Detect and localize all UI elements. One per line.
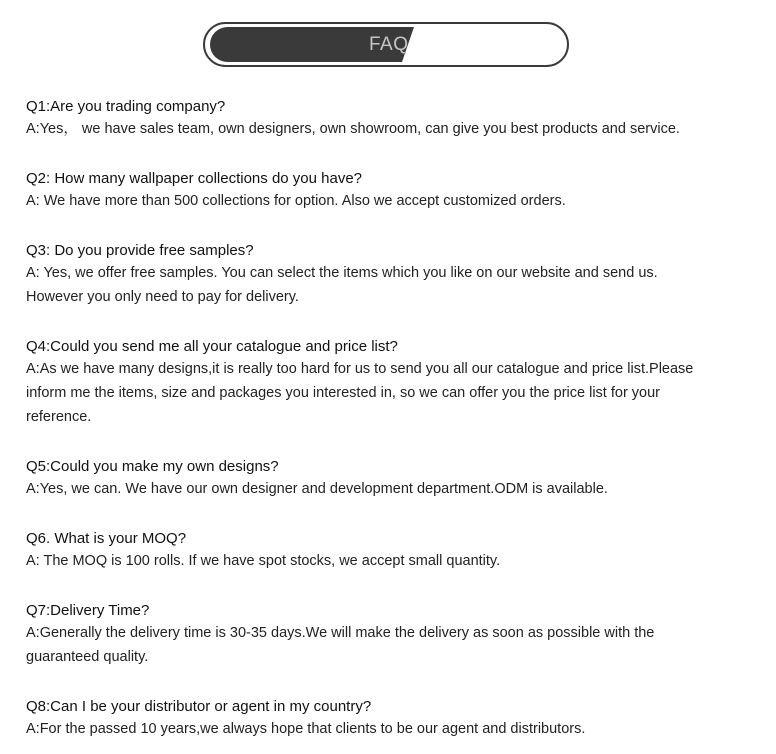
answer-4-line-2: inform me the items, size and packages you interested in, so we can offer you the price list for your	[26, 385, 661, 401]
answer-7-line-1: A:Generally the delivery time is 30-35 days.We will make the delivery as soon as possible with the	[26, 625, 655, 641]
answer-3	[26, 261, 658, 309]
faq-item-q6	[26, 528, 500, 573]
answer-4	[26, 357, 693, 429]
question-6: Q6. What is your MOQ?	[26, 530, 187, 547]
faq-item-q5	[26, 456, 608, 501]
faq-item-q3	[26, 240, 658, 309]
faq-item-q8	[26, 696, 585, 741]
answer-8-line-1: A:For the passed 10 years,we always hope that clients to be our agent and distributors.	[26, 721, 586, 737]
faq-banner	[203, 22, 569, 67]
answer-4-line-3: reference.	[26, 409, 92, 425]
answer-5-line-1: A:Yes, we can. We have our own designer and development department.ODM is available.	[26, 481, 608, 497]
question-4: Q4:Could you send me all your catalogue and price list?	[26, 338, 398, 355]
faq-item-q1	[26, 96, 680, 141]
question-2: Q2: How many wallpaper collections do you have?	[26, 170, 363, 187]
answer-6	[26, 549, 500, 573]
faq-title: FAQ	[369, 34, 409, 55]
answer-5	[26, 477, 608, 501]
answer-7	[26, 621, 654, 669]
faq-item-q2	[26, 168, 566, 213]
answer-3-line-1: A: Yes, we offer free samples. You can select the items which you like on our website and send us.	[26, 265, 658, 281]
answer-1-line-1: A:Yes， we have sales team, own designers, own showroom, can give you best products and service.	[26, 121, 680, 137]
question-8: Q8:Can I be your distributor or agent in my country?	[26, 698, 372, 715]
answer-1	[26, 117, 680, 141]
faq-item-q4	[26, 336, 693, 429]
question-1: Q1:Are you trading company?	[26, 98, 226, 115]
answer-7-line-2: guaranteed quality.	[26, 649, 149, 665]
answer-3-line-2: However you only need to pay for delivery.	[26, 289, 299, 305]
question-3: Q3: Do you provide free samples?	[26, 242, 254, 259]
answer-6-line-1: A: The MOQ is 100 rolls. If we have spot stocks, we accept small quantity.	[26, 553, 501, 569]
answer-2	[26, 189, 566, 213]
answer-4-line-1: A:As we have many designs,it is really too hard for us to send you all our catalogue and price list.Please	[26, 361, 694, 377]
question-7: Q7:Delivery Time?	[26, 602, 150, 619]
faq-item-q7	[26, 600, 654, 669]
answer-2-line-1: A: We have more than 500 collections for option. Also we accept customized orders.	[26, 193, 566, 209]
question-5: Q5:Could you make my own designs?	[26, 458, 279, 475]
answer-8	[26, 717, 585, 741]
